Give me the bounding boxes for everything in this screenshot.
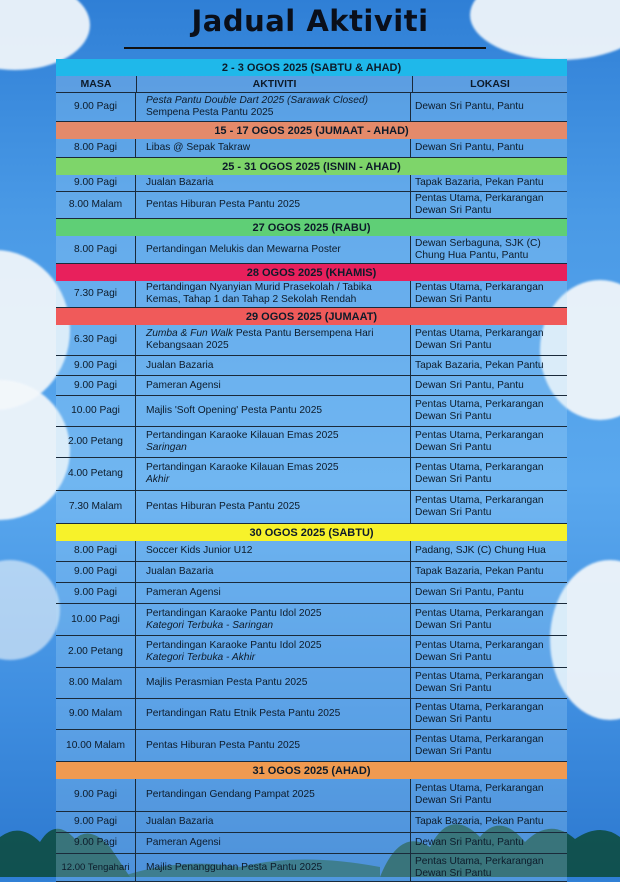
- activity-cell: [136, 139, 411, 157]
- location-line: Tapak Bazaria, Pekan Pantu: [415, 816, 544, 828]
- time-cell: 9.00 Pagi: [56, 779, 136, 811]
- activity-line: Kategori Terbuka - Saringan: [146, 619, 274, 631]
- activity-cell: [136, 668, 411, 698]
- column-headers: [56, 76, 567, 93]
- activity-line: Pertandingan Karaoke Kilauan Emas 2025: [146, 462, 339, 474]
- location-cell: [411, 604, 567, 635]
- location-line: Pentas Utama, Perkarangan: [415, 282, 544, 294]
- location-line: Dewan Sri Pantu, Pantu: [415, 101, 524, 113]
- location-line: Dewan Sri Pantu, Pantu: [415, 379, 524, 391]
- page-title: Jadual Aktiviti: [191, 4, 429, 38]
- time-cell: 2.00 Petang: [56, 427, 136, 457]
- table-row: [56, 376, 567, 396]
- location-line: Pentas Utama, Perkarangan: [415, 328, 544, 340]
- location-cell: [411, 376, 567, 395]
- table-row: [56, 139, 567, 158]
- activity-cell: [136, 427, 411, 457]
- activity-line: Jualan Bazaria: [146, 566, 214, 578]
- location-cell: [411, 236, 567, 263]
- location-line: Dewan Sri Pantu: [415, 619, 492, 631]
- location-line: Pentas Utama, Perkarangan: [415, 430, 544, 442]
- location-line: Dewan Sri Pantu: [415, 507, 492, 518]
- section-heading: 28 OGOS 2025 (KHAMIS): [56, 264, 567, 281]
- location-cell: [411, 491, 567, 523]
- section-rows: [56, 139, 567, 158]
- location-cell: [411, 458, 567, 490]
- activity-line: Libas @ Sepak Takraw: [146, 142, 251, 154]
- activity-line: Pertandingan Gendang Pampat 2025: [146, 789, 315, 801]
- activity-line: Pesta Pantu Double Dart 2025 (Sarawak Closed): [146, 95, 368, 107]
- activity-line: Kebangsaan 2025: [146, 340, 229, 351]
- location-line: Pentas Utama, Perkarangan: [415, 399, 544, 411]
- activity-line: Pentas Hiburan Pesta Pantu 2025: [146, 199, 301, 211]
- table-row: [56, 325, 567, 356]
- location-line: Pentas Utama, Perkarangan: [415, 193, 544, 205]
- location-cell: [411, 139, 567, 157]
- activity-line: Kategori Terbuka - Akhir: [146, 651, 256, 663]
- activity-cell: [136, 779, 411, 811]
- activity-cell: [136, 833, 411, 853]
- location-line: Pentas Utama, Perkarangan: [415, 607, 544, 619]
- section-heading: 31 OGOS 2025 (AHAD): [56, 762, 567, 779]
- activity-line: Pameran Agensi: [146, 587, 221, 599]
- section-heading: 2 - 3 OGOS 2025 (SABTU & AHAD): [56, 59, 567, 76]
- section-heading: 30 OGOS 2025 (SABTU): [56, 524, 567, 541]
- time-cell: 2.00 Petang: [56, 636, 136, 667]
- section-rows: [56, 93, 567, 122]
- section-rows: [56, 175, 567, 219]
- location-line: Dewan Sri Pantu: [415, 474, 492, 485]
- activity-line: Akhir: [146, 474, 170, 485]
- activity-line: Jualan Bazaria: [146, 816, 214, 828]
- location-cell: [411, 833, 567, 853]
- activity-line: Pentas Hiburan Pesta Pantu 2025: [146, 739, 301, 751]
- activity-cell: [136, 325, 411, 355]
- location-line: Dewan Sri Pantu: [415, 683, 492, 694]
- table-row: [56, 541, 567, 562]
- activity-line: Soccer Kids Junior U12: [146, 545, 253, 557]
- section-heading: 29 OGOS 2025 (JUMAAT): [56, 308, 567, 325]
- activity-line: Sempena Pesta Pantu 2025: [146, 107, 274, 118]
- table-row: [56, 458, 567, 491]
- location-line: Dewan Sri Pantu: [415, 651, 492, 663]
- table-row: [56, 604, 567, 636]
- activity-line: Pertandingan Ratu Etnik Pesta Pantu 2025: [146, 708, 341, 720]
- time-cell: 7.30 Pagi: [56, 281, 136, 307]
- section-rows: [56, 236, 567, 264]
- table-row: [56, 812, 567, 833]
- activity-cell: [136, 356, 411, 375]
- schedule-table: [56, 59, 567, 882]
- table-row: [56, 93, 567, 122]
- activity-line: Majlis 'Soft Opening' Pesta Pantu 2025: [146, 405, 323, 417]
- table-row: [56, 636, 567, 668]
- section-rows: [56, 779, 567, 882]
- activity-cell: [136, 376, 411, 395]
- location-line: Padang, SJK (C) Chung Hua: [415, 545, 546, 557]
- time-cell: 9.00 Pagi: [56, 356, 136, 375]
- time-cell: 8.00 Malam: [56, 668, 136, 698]
- time-cell: 9.00 Pagi: [56, 833, 136, 853]
- time-cell: 8.00 Malam: [56, 192, 136, 218]
- location-line: Dewan Sri Pantu: [415, 340, 492, 351]
- activity-line: Jualan Bazaria: [146, 359, 214, 371]
- location-line: Dewan Sri Pantu: [415, 442, 492, 453]
- activity-line: Kemas, Tahap 1 dan Tahap 2 Sekolah Rendah: [146, 294, 357, 305]
- activity-line: Pameran Agensi: [146, 379, 221, 391]
- location-cell: [411, 779, 567, 811]
- table-row: [56, 833, 567, 854]
- location-cell: [411, 562, 567, 582]
- location-cell: [411, 812, 567, 832]
- time-cell: 9.00 Malam: [56, 699, 136, 729]
- location-line: Pentas Utama, Perkarangan: [415, 855, 544, 867]
- section-heading: 27 OGOS 2025 (RABU): [56, 219, 567, 236]
- activity-line: Majlis Perasmian Pesta Pantu 2025: [146, 677, 308, 689]
- time-cell: 8.00 Pagi: [56, 236, 136, 263]
- location-line: Dewan Sri Pantu: [415, 714, 492, 725]
- location-line: Pentas Utama, Perkarangan: [415, 495, 544, 507]
- activity-italic: Zumba & Fun Walk: [146, 328, 234, 340]
- activity-line: Pentas Hiburan Pesta Pantu 2025: [146, 501, 301, 513]
- activity-cell: [136, 396, 411, 426]
- table-row: [56, 562, 567, 583]
- section-heading: 25 - 31 OGOS 2025 (ISNIN - AHAD): [56, 158, 567, 175]
- location-line: Dewan Sri Pantu, Pantu: [415, 837, 524, 849]
- table-row: [56, 730, 567, 762]
- location-cell: [411, 192, 567, 218]
- table-row: [56, 396, 567, 427]
- activity-cell: [136, 175, 411, 191]
- location-line: Dewan Serbaguna, SJK (C): [415, 237, 541, 249]
- activity-cell: [136, 541, 411, 561]
- activity-line: Pertandingan Karaoke Pantu Idol 2025: [146, 607, 322, 619]
- activity-cell: [136, 93, 411, 121]
- section-heading: 15 - 17 OGOS 2025 (JUMAAT - AHAD): [56, 122, 567, 139]
- table-row: [56, 668, 567, 699]
- table-row: [56, 583, 567, 604]
- location-line: Dewan Sri Pantu: [415, 411, 492, 422]
- time-cell: 4.00 Petang: [56, 458, 136, 490]
- time-cell: 9.00 Pagi: [56, 175, 136, 191]
- time-cell: 10.00 Pagi: [56, 396, 136, 426]
- table-row: [56, 175, 567, 192]
- activity-cell: [136, 281, 411, 307]
- location-line: Pentas Utama, Perkarangan: [415, 671, 544, 683]
- location-cell: [411, 281, 567, 307]
- location-line: Dewan Sri Pantu: [415, 867, 492, 879]
- location-cell: [411, 427, 567, 457]
- table-row: [56, 281, 567, 308]
- time-cell: 8.00 Pagi: [56, 541, 136, 561]
- time-cell: 9.00 Pagi: [56, 812, 136, 832]
- activity-cell: [136, 458, 411, 490]
- location-cell: [411, 325, 567, 355]
- time-cell: 12.00 Tengahari: [56, 854, 136, 881]
- location-cell: [411, 668, 567, 698]
- time-cell: 9.00 Pagi: [56, 583, 136, 603]
- activity-cell: [136, 636, 411, 667]
- table-row: [56, 779, 567, 812]
- location-cell: [411, 93, 567, 121]
- activity-cell: [136, 236, 411, 263]
- location-line: Chung Hua Pantu, Pantu: [415, 249, 529, 261]
- location-cell: [411, 541, 567, 561]
- time-cell: 8.00 Pagi: [56, 139, 136, 157]
- time-cell: 9.00 Pagi: [56, 376, 136, 395]
- location-cell: [411, 583, 567, 603]
- activity-line: Saringan: [146, 442, 187, 453]
- location-line: Tapak Bazaria, Pekan Pantu: [415, 177, 544, 189]
- location-line: Dewan Sri Pantu, Pantu: [415, 142, 524, 154]
- table-row: [56, 192, 567, 219]
- section-rows: [56, 325, 567, 524]
- column-header-masa: MASA: [56, 76, 137, 92]
- activity-line: Jualan Bazaria: [146, 177, 214, 189]
- activity-cell: [136, 192, 411, 218]
- table-row: [56, 491, 567, 524]
- location-line: Dewan Sri Pantu: [415, 745, 492, 757]
- activity-cell: [136, 699, 411, 729]
- activity-cell: [136, 604, 411, 635]
- activity-cell: [136, 562, 411, 582]
- column-header-aktiviti: AKTIVITI: [137, 76, 413, 92]
- time-cell: 7.30 Malam: [56, 491, 136, 523]
- activity-line: Pertandingan Nyanyian Murid Prasekolah / Tabika: [146, 282, 372, 294]
- table-row: [56, 356, 567, 376]
- location-cell: [411, 175, 567, 191]
- title-underline: [124, 47, 486, 49]
- activity-line: Pertandingan Melukis dan Mewarna Poster: [146, 243, 341, 255]
- location-line: Pentas Utama, Perkarangan: [415, 733, 544, 745]
- section-rows: [56, 541, 567, 762]
- activity-line: Zumba & Fun Walk Pesta Pantu Bersempena Hari: [146, 328, 374, 340]
- time-cell: 10.00 Pagi: [56, 604, 136, 635]
- activity-line: Majlis Penangguhan Pesta Pantu 2025: [146, 861, 323, 873]
- location-line: Tapak Bazaria, Pekan Pantu: [415, 359, 544, 371]
- table-row: [56, 854, 567, 882]
- table-row: [56, 236, 567, 264]
- location-cell: [411, 356, 567, 375]
- location-cell: [411, 730, 567, 761]
- activity-cell: [136, 491, 411, 523]
- location-line: Dewan Sri Pantu: [415, 795, 492, 806]
- table-row: [56, 699, 567, 730]
- section-rows: [56, 281, 567, 308]
- location-cell: [411, 636, 567, 667]
- location-line: Pentas Utama, Perkarangan: [415, 783, 544, 795]
- column-header-lokasi: LOKASI: [470, 78, 510, 90]
- activity-cell: [136, 730, 411, 761]
- location-cell: [411, 396, 567, 426]
- time-cell: 6.30 Pagi: [56, 325, 136, 355]
- location-line: Pentas Utama, Perkarangan: [415, 462, 544, 474]
- activity-cell: [136, 812, 411, 832]
- location-line: Pentas Utama, Perkarangan: [415, 639, 544, 651]
- location-line: Pentas Utama, Perkarangan: [415, 702, 544, 714]
- time-cell: 9.00 Pagi: [56, 562, 136, 582]
- activity-line: Pameran Agensi: [146, 837, 221, 849]
- location-line: Dewan Sri Pantu, Pantu: [415, 587, 524, 599]
- location-cell: [411, 699, 567, 729]
- location-line: Dewan Sri Pantu: [415, 294, 492, 305]
- activity-cell: [136, 583, 411, 603]
- time-cell: 9.00 Pagi: [56, 93, 136, 121]
- activity-line: Pertandingan Karaoke Kilauan Emas 2025: [146, 430, 339, 442]
- table-row: [56, 427, 567, 458]
- location-line: Tapak Bazaria, Pekan Pantu: [415, 566, 544, 578]
- time-cell: 10.00 Malam: [56, 730, 136, 761]
- location-line: Dewan Sri Pantu: [415, 205, 492, 216]
- activity-line: Pertandingan Karaoke Pantu Idol 2025: [146, 639, 322, 651]
